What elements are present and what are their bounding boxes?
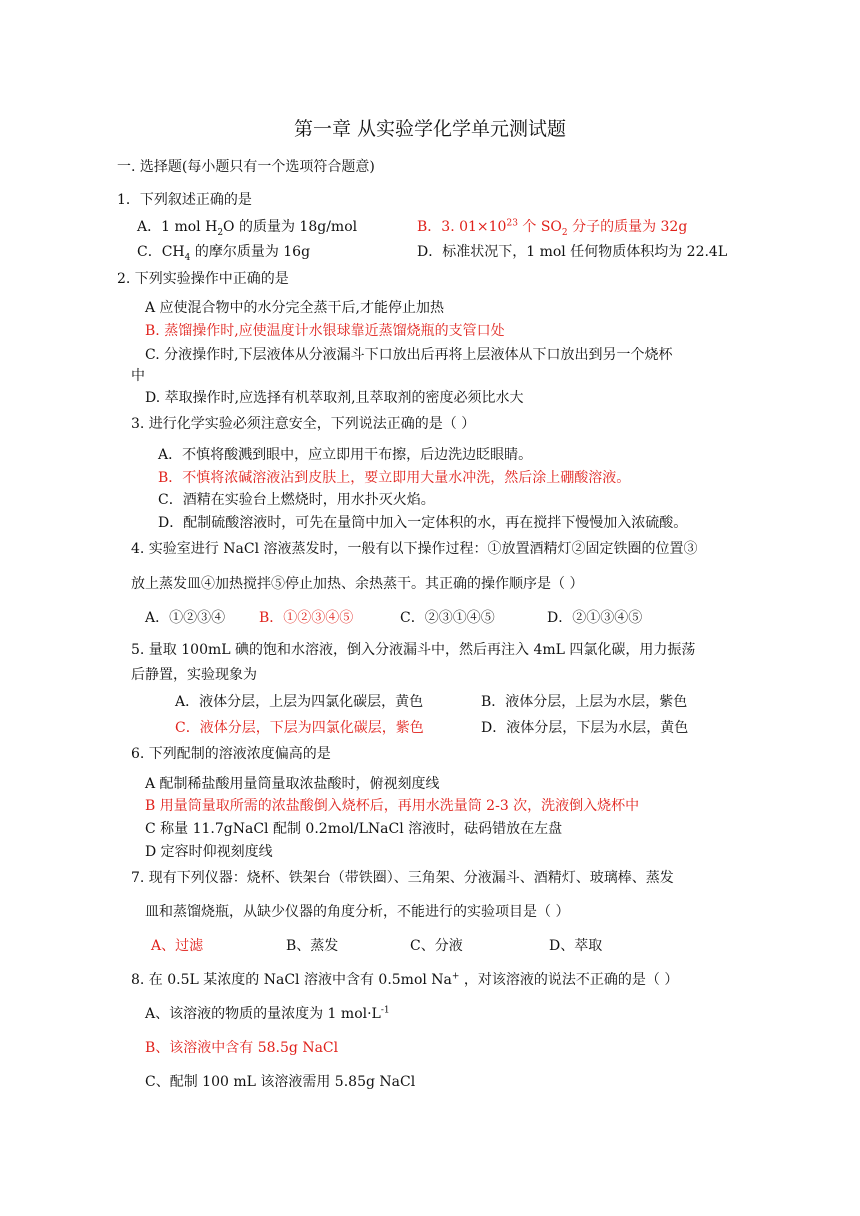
q5-option-b: B．液体分层，上层为水层，紫色 (481, 694, 688, 710)
q6-option-b: B 用量筒量取所需的浓盐酸倒入烧杯后，再用水洗量筒 2-3 次，洗液倒入烧杯中 (145, 798, 640, 814)
q2-option-a: A 应使混合物中的水分完全蒸干后,才能停止加热 (145, 300, 445, 316)
q7-option-a: A、过滤 (151, 938, 204, 954)
q1-option-b: B．3. $01\times 10^{23}$ 个 $SO_2$ 分子的质量为 32g (417, 218, 688, 238)
q3-option-c: C．酒精在实验台上燃烧时，用水扑灭火焰。 (158, 492, 435, 508)
q3-option-b: B．不慎将浓碱溶液沾到皮肤上，要立即用大量水冲洗，然后涂上硼酸溶液。 (158, 470, 631, 486)
q6-option-a: A 配制稀盐酸用量筒量取浓盐酸时，俯视刻度线 (145, 776, 440, 792)
q2-option-b: B. 蒸馏操作时,应使温度计水银球靠近蒸馏烧瓶的支管口处 (145, 323, 505, 339)
q2-option-c-continued: 中 (131, 368, 145, 384)
q6-option-c: C 称量 11.7gNaCl 配制 0.2mol/LNaCl 溶液时，砝码错放在左盘 (145, 821, 563, 837)
q5-option-d: D．液体分层，下层为水层，黄色 (481, 720, 689, 736)
q6-stem: 6. 下列配制的溶液浓度偏高的是 (131, 746, 331, 762)
q5-option-a: A．液体分层，上层为四氯化碳层，黄色 (175, 694, 424, 710)
q3-option-a: A．不慎将酸溅到眼中，应立即用干布擦，后边洗边眨眼睛。 (158, 447, 533, 463)
q4-stem-continued: 放上蒸发皿④加热搅拌⑤停止加热、余热蒸干。其正确的操作顺序是（ ） (131, 576, 584, 592)
q1-option-c: C．$CH_4$ 的摩尔质量为 16g (137, 244, 311, 263)
q2-stem: 2. 下列实验操作中正确的是 (117, 271, 289, 287)
q4-option-c: C．②③①④⑤ (400, 610, 495, 626)
q3-option-d: D．配制硫酸溶液时，可先在量筒中加入一定体积的水，再在搅拌下慢慢加入浓硫酸。 (158, 515, 688, 531)
q8-option-c: C、配制 100 mL 该溶液需用 5.85g NaCl (145, 1074, 416, 1090)
q7-option-b: B、蒸发 (286, 938, 339, 954)
page-title: 第一章 从实验学化学单元测试题 (293, 118, 567, 140)
q4-stem: 4. 实验室进行 NaCl 溶液蒸发时，一般有以下操作过程：①放置酒精灯②固定铁圈的位置③ (131, 541, 698, 557)
q4-option-b: B．①②③④⑤ (259, 610, 354, 626)
q1-option-d: D．标准状况下，1 mol 任何物质体积均为 22.4L (417, 244, 728, 260)
q1-option-a: A．1 mol $H_2O$ 的质量为 18g/mol (137, 219, 358, 238)
q7-option-d: D、萃取 (549, 938, 603, 954)
q4-option-a: A．①②③④ (145, 610, 226, 626)
q4-option-d: D．②①③④⑤ (547, 610, 643, 626)
q8-stem: 8. 在 0.5L 某浓度的 NaCl 溶液中含有 0.5mol Na+ ，对该溶液的说法不正确的是（ ） (131, 971, 679, 988)
q7-stem-continued: 皿和蒸馏烧瓶，从缺少仪器的角度分析，不能进行的实验项目是（ ） (145, 904, 570, 920)
q5-option-c: C．液体分层，下层为四氯化碳层，紫色 (175, 720, 424, 736)
q2-option-c: C. 分液操作时,下层液体从分液漏斗下口放出后再将上层液体从下口放出到另一个烧杯 (145, 347, 673, 363)
q7-option-c: C、分液 (410, 938, 463, 954)
q2-option-d: D. 萃取操作时,应选择有机萃取剂,且萃取剂的密度必须比水大 (145, 390, 524, 406)
section-heading: 一. 选择题(每小题只有一个选项符合题意) (117, 159, 375, 175)
q5-stem: 5. 量取 100mL 碘的饱和水溶液，倒入分液漏斗中，然后再注入 4mL 四氯化碳，用力振荡 (131, 642, 696, 658)
q3-stem: 3. 进行化学实验必须注意安全，下列说法正确的是（ ） (131, 416, 476, 432)
q8-option-a: A、该溶液的物质的量浓度为 1 $mol\cdot L^{-1}$ (145, 1005, 390, 1022)
q6-option-d: D 定容时仰视刻度线 (145, 844, 273, 860)
q7-stem: 7. 现有下列仪器：烧杯、铁架台（带铁圈）、三角架、分液漏斗、酒精灯、玻璃棒、蒸发 (131, 870, 674, 886)
q8-option-b: B、该溶液中含有 58.5g NaCl (145, 1040, 339, 1056)
q5-stem-continued: 后静置，实验现象为 (131, 667, 257, 683)
q1-stem: 1．下列叙述正确的是 (117, 192, 252, 208)
